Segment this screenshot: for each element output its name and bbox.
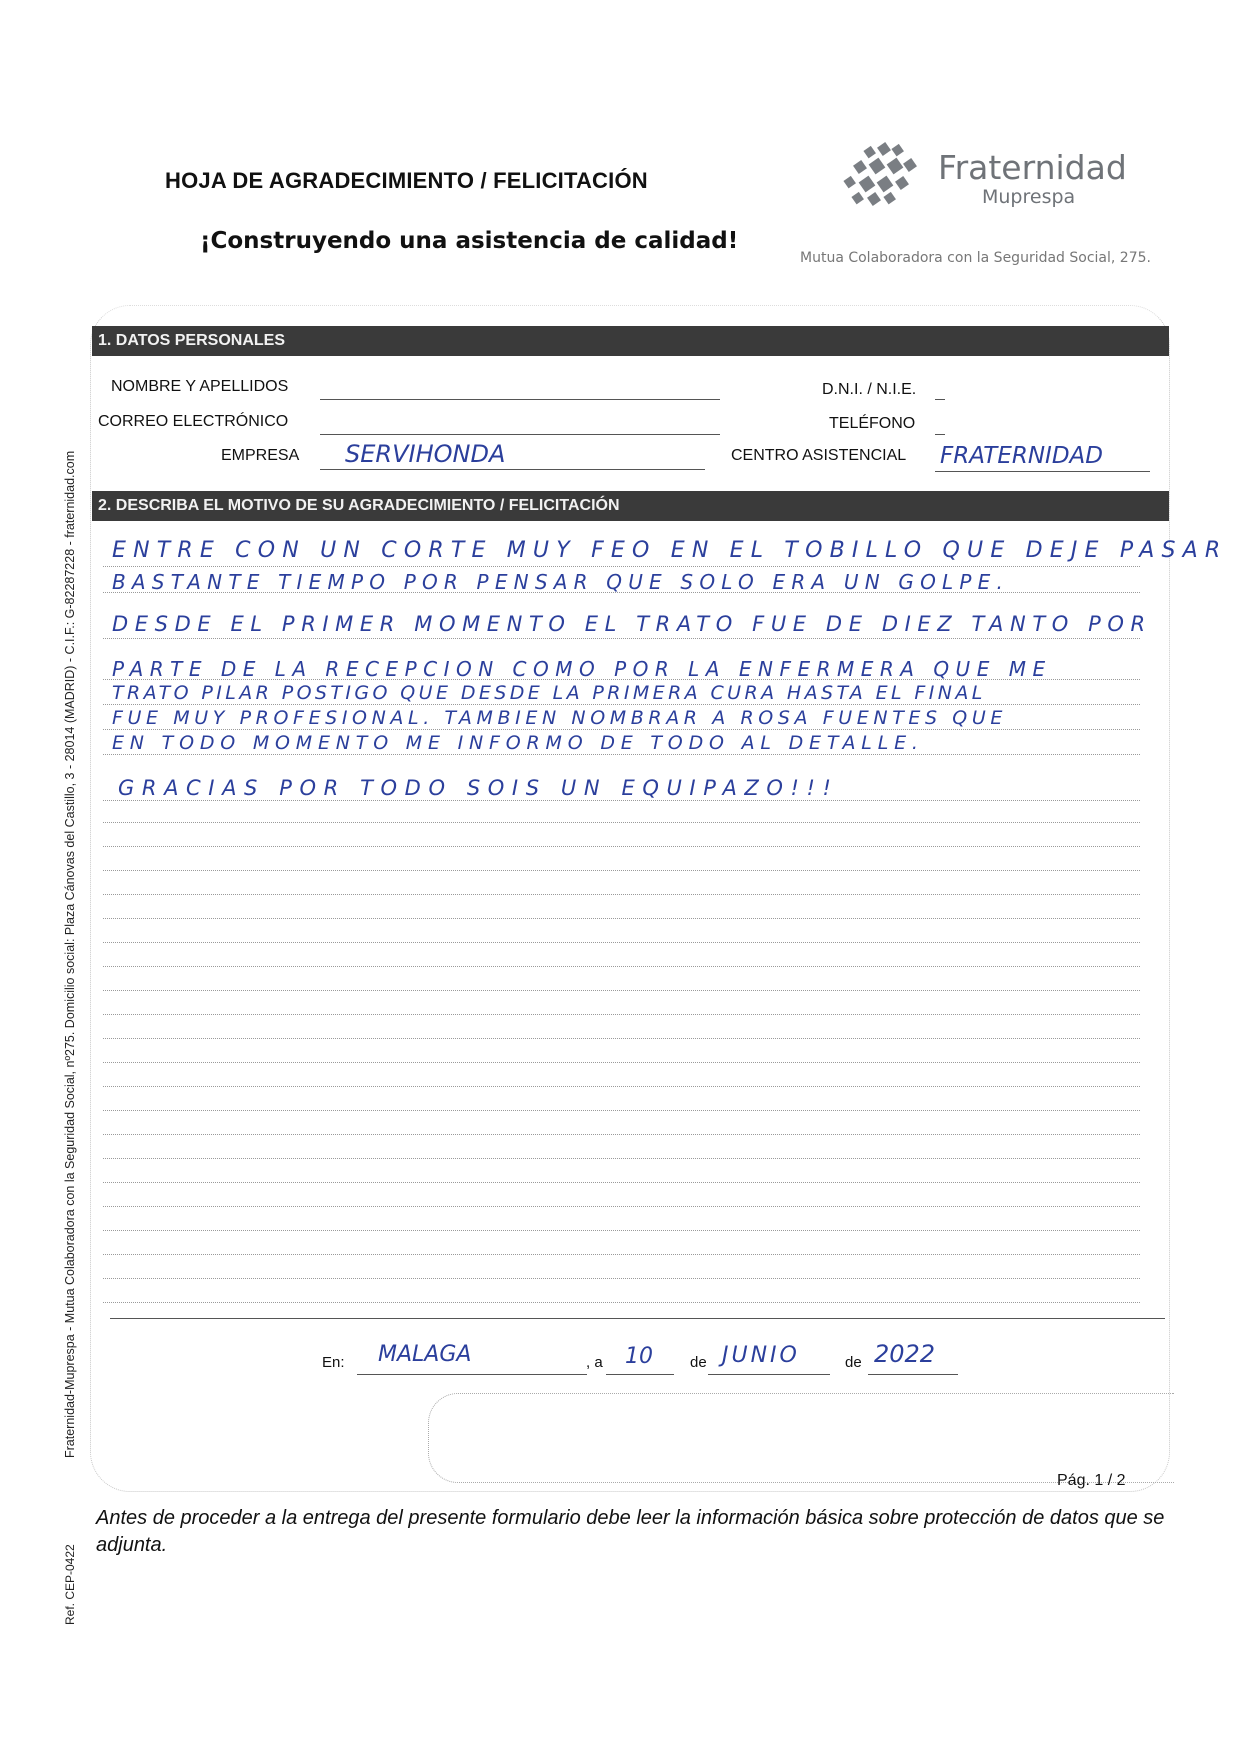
- ruled-line: [103, 1110, 1140, 1112]
- center-label: CENTRO ASISTENCIAL: [731, 447, 907, 464]
- ruled-line: [103, 918, 1140, 920]
- ruled-line: [103, 894, 1140, 896]
- form-frame: [90, 305, 1170, 1492]
- phone-field[interactable]: [935, 433, 945, 435]
- ruled-line: [103, 1134, 1140, 1136]
- company-field[interactable]: [320, 468, 705, 470]
- ruled-line: [103, 942, 1140, 944]
- message-line: ENTRE CON UN CORTE MUY FEO EN EL TOBILLO QUE DEJE PASAR: [112, 538, 1228, 563]
- data-protection-note: Antes de proceder a la entrega del presente formulario debe leer la información básica sobre protección de datos que se adjunta.: [96, 1507, 1165, 1556]
- logo-sub: Muprespa: [982, 186, 1076, 208]
- ruled-line: [103, 966, 1140, 968]
- message-line: FUE MUY PROFESIONAL. TAMBIEN NOMBRAR A ROSA FUENTES QUE: [112, 707, 1007, 729]
- logo-name: Fraternidad: [938, 148, 1127, 187]
- ruled-line: [103, 1062, 1140, 1064]
- place-field[interactable]: [357, 1373, 587, 1375]
- fraternidad-logo-icon: [835, 140, 935, 215]
- message-bottom-line: [110, 1318, 1165, 1319]
- place-value: MALAGA: [378, 1342, 472, 1367]
- message-line: BASTANTE TIEMPO POR PENSAR QUE SOLO ERA UN GOLPE.: [112, 570, 1010, 594]
- ruled-line: [103, 704, 1140, 706]
- name-label: NOMBRE Y APELLIDOS: [111, 378, 289, 395]
- email-label: CORREO ELECTRÓNICO: [98, 413, 289, 430]
- section-personal-data-header: 1. DATOS PERSONALES: [92, 326, 1169, 356]
- message-line: TRATO PILAR POSTIGO QUE DESDE LA PRIMERA CURA HASTA EL FINAL: [112, 682, 986, 704]
- ruled-line: [103, 1278, 1140, 1280]
- ruled-line: [103, 638, 1140, 640]
- ruled-line: [103, 800, 1140, 802]
- legal-sidebar: Fraternidad-Muprespa - Mutua Colaboradora con la Seguridad Social, nº275. Domicilio social: Plaza Cánovas del Castillo, 3 - 28014 (MADRID) - C.I.F.: G-82287228 - fraternidad.com: [63, 450, 77, 1458]
- year-value: 2022: [874, 1340, 936, 1368]
- ruled-line: [103, 990, 1140, 992]
- year-field[interactable]: [868, 1373, 958, 1375]
- company-value: SERVIHONDA: [345, 440, 506, 468]
- ruled-line: [103, 870, 1140, 872]
- ruled-line: [103, 1254, 1140, 1256]
- ruled-line: [103, 1038, 1140, 1040]
- de-label: de: [690, 1354, 707, 1371]
- ruled-line: [103, 846, 1140, 848]
- en-label: En:: [322, 1354, 345, 1371]
- dni-label: D.N.I. / N.I.E.: [822, 381, 917, 398]
- message-line: DESDE EL PRIMER MOMENTO EL TRATO FUE DE DIEZ TANTO POR: [112, 612, 1152, 636]
- ruled-line: [103, 1206, 1140, 1208]
- phone-label: TELÉFONO: [829, 415, 916, 432]
- ruled-line: [103, 729, 1140, 731]
- ruled-line: [103, 1158, 1140, 1160]
- ruled-line: [103, 1014, 1140, 1016]
- ruled-line: [103, 1302, 1140, 1304]
- name-field[interactable]: [320, 398, 720, 400]
- ruled-line: [103, 754, 1140, 756]
- reference-code: Ref. CEP-0422: [63, 1544, 77, 1625]
- ruled-line: [103, 1182, 1140, 1184]
- mutua-text: Mutua Colaboradora con la Seguridad Social, 275.: [800, 250, 1151, 266]
- center-value: FRATERNIDAD: [940, 443, 1103, 469]
- company-label: EMPRESA: [221, 447, 300, 464]
- month-field[interactable]: [708, 1373, 830, 1375]
- a-label: , a: [586, 1354, 603, 1371]
- signature-box[interactable]: [428, 1393, 1174, 1483]
- ruled-line: [103, 1086, 1140, 1088]
- month-value: JUNIO: [722, 1343, 800, 1368]
- email-field[interactable]: [320, 433, 720, 435]
- day-value: 10: [625, 1344, 653, 1369]
- day-field[interactable]: [606, 1373, 674, 1375]
- message-line: GRACIAS POR TODO SOIS UN EQUIPAZO!!!: [118, 776, 839, 800]
- page-number: Pág. 1 / 2: [1057, 1472, 1126, 1489]
- de-label: de: [845, 1354, 862, 1371]
- section-reason-header: 2. DESCRIBA EL MOTIVO DE SU AGRADECIMIENTO / FELICITACIÓN: [92, 491, 1169, 521]
- form-subtitle: ¡Construyendo una asistencia de calidad!: [200, 228, 739, 254]
- dni-field[interactable]: [935, 398, 945, 400]
- message-line: PARTE DE LA RECEPCION COMO POR LA ENFERMERA QUE ME: [112, 657, 1052, 681]
- ruled-line: [103, 566, 1140, 568]
- center-field[interactable]: [935, 470, 1150, 472]
- form-title: HOJA DE AGRADECIMIENTO / FELICITACIÓN: [165, 168, 648, 193]
- message-line: EN TODO MOMENTO ME INFORMO DE TODO AL DETALLE.: [112, 732, 924, 754]
- ruled-line: [103, 1230, 1140, 1232]
- ruled-line: [103, 822, 1140, 824]
